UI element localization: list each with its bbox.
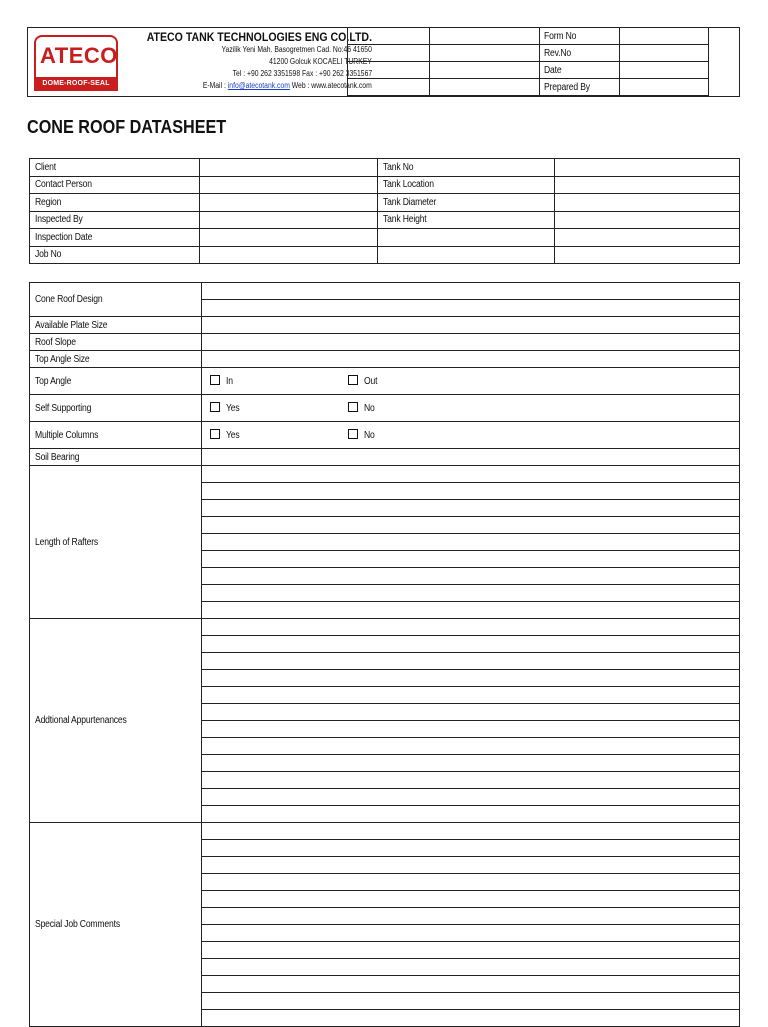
field-appurtenances-line[interactable]: [202, 721, 740, 738]
field-appurtenances-line[interactable]: [202, 789, 740, 806]
checkbox-icon[interactable]: [348, 375, 358, 385]
field-job-no[interactable]: [199, 246, 377, 264]
label-special-job-comments: Special Job Comments: [30, 823, 202, 1027]
meta-blank-cell[interactable]: [430, 62, 540, 79]
address-line-1: Yazilik Yeni Mah. Basogretmen Cad. No:46 41650: [221, 45, 372, 54]
field-region[interactable]: [199, 194, 377, 212]
field-appurtenances-line[interactable]: [202, 806, 740, 823]
multiple-columns-no-option[interactable]: No: [348, 429, 376, 441]
meta-value-form-no[interactable]: [620, 28, 709, 45]
field-comments-line[interactable]: [202, 891, 740, 908]
label-tank-diameter: Tank Diameter: [377, 194, 555, 212]
field-rafters-line[interactable]: [202, 534, 740, 551]
page-title: CONE ROOF DATASHEET: [27, 117, 227, 137]
phone-fax-line: Tel : +90 262 3351598 Fax : +90 262 3351567: [232, 69, 372, 78]
field-rafters-line[interactable]: [202, 517, 740, 534]
meta-blank-cell[interactable]: [348, 28, 430, 45]
multiple-columns-yes-option[interactable]: Yes: [210, 429, 242, 441]
checkbox-icon[interactable]: [210, 402, 220, 412]
field-comments-line[interactable]: [202, 925, 740, 942]
field-appurtenances-line[interactable]: [202, 636, 740, 653]
checkbox-icon[interactable]: [210, 375, 220, 385]
address-line-2: 41200 Golcuk KOCAELI TURKEY: [269, 57, 372, 66]
meta-label-prepared-by: Prepared By: [540, 79, 620, 96]
field-appurtenances-line[interactable]: [202, 619, 740, 636]
field-rafters-line[interactable]: [202, 551, 740, 568]
top-angle-in-option[interactable]: In: [210, 375, 234, 387]
label-roof-slope: Roof Slope: [30, 334, 202, 351]
checkbox-icon[interactable]: [348, 402, 358, 412]
blank-label-cell: [377, 229, 555, 247]
label-inspected-by: Inspected By: [30, 211, 200, 229]
field-appurtenances-line[interactable]: [202, 653, 740, 670]
company-info: [146, 28, 372, 96]
label-region: Region: [30, 194, 200, 212]
top-angle-out-option[interactable]: Out: [348, 375, 380, 387]
label-inspection-date: Inspection Date: [30, 229, 200, 247]
meta-blank-cell[interactable]: [348, 45, 430, 62]
field-roof-slope[interactable]: [202, 334, 740, 351]
field-cone-roof-design-1[interactable]: [202, 283, 740, 300]
field-tank-diameter[interactable]: [555, 194, 740, 212]
field-rafters-line[interactable]: [202, 585, 740, 602]
field-tank-height[interactable]: [555, 211, 740, 229]
field-top-angle-size[interactable]: [202, 351, 740, 368]
field-comments-line[interactable]: [202, 908, 740, 925]
meta-blank-cell[interactable]: [430, 79, 540, 96]
field-comments-line[interactable]: [202, 942, 740, 959]
field-inspection-date[interactable]: [199, 229, 377, 247]
self-supporting-yes-option[interactable]: Yes: [210, 402, 242, 414]
blank-value-cell[interactable]: [555, 229, 740, 247]
checkbox-icon[interactable]: [348, 429, 358, 439]
field-comments-line[interactable]: [202, 857, 740, 874]
meta-blank-cell[interactable]: [430, 45, 540, 62]
field-cone-roof-design-2[interactable]: [202, 300, 740, 317]
meta-label-date: Date: [540, 62, 620, 79]
label-top-angle: Top Angle: [30, 368, 202, 395]
label-cone-roof-design: Cone Roof Design: [30, 283, 202, 317]
field-comments-line[interactable]: [202, 840, 740, 857]
field-contact-person[interactable]: [199, 176, 377, 194]
label-additional-appurtenances: Addtional Appurtenances: [30, 619, 202, 823]
meta-blank-cell[interactable]: [348, 79, 430, 96]
meta-blank-cell[interactable]: [430, 28, 540, 45]
field-available-plate-size[interactable]: [202, 317, 740, 334]
form-meta-table: [347, 27, 709, 96]
field-soil-bearing[interactable]: [202, 449, 740, 466]
field-comments-line[interactable]: [202, 959, 740, 976]
meta-blank-cell[interactable]: [348, 62, 430, 79]
label-multiple-columns: Multiple Columns: [30, 422, 202, 449]
field-client[interactable]: [199, 159, 377, 177]
field-rafters-line[interactable]: [202, 568, 740, 585]
field-appurtenances-line[interactable]: [202, 670, 740, 687]
logo-tagline: DOME-ROOF-SEAL: [34, 77, 118, 91]
label-length-of-rafters: Length of Rafters: [30, 466, 202, 619]
blank-value-cell[interactable]: [555, 246, 740, 264]
field-comments-line[interactable]: [202, 993, 740, 1010]
label-client: Client: [30, 159, 200, 177]
field-tank-no[interactable]: [555, 159, 740, 177]
field-comments-line[interactable]: [202, 976, 740, 993]
company-logo: [28, 28, 158, 96]
field-rafters-line[interactable]: [202, 500, 740, 517]
label-self-supporting: Self Supporting: [30, 395, 202, 422]
design-table: [29, 282, 740, 1027]
checkbox-icon[interactable]: [210, 429, 220, 439]
label-contact-person: Contact Person: [30, 176, 200, 194]
field-rafters-line[interactable]: [202, 602, 740, 619]
label-job-no: Job No: [30, 246, 200, 264]
field-comments-line[interactable]: [202, 874, 740, 891]
field-rafters-line[interactable]: [202, 466, 740, 483]
meta-value-date[interactable]: [620, 62, 709, 79]
label-top-angle-size: Top Angle Size: [30, 351, 202, 368]
company-name: ATECO TANK TECHNOLOGIES ENG CO.LTD.: [146, 30, 372, 44]
label-tank-height: Tank Height: [377, 211, 555, 229]
label-soil-bearing: Soil Bearing: [30, 449, 202, 466]
email-link[interactable]: info@atecotank.com: [228, 81, 291, 90]
field-appurtenances-line[interactable]: [202, 687, 740, 704]
field-rafters-line[interactable]: [202, 483, 740, 500]
field-appurtenances-line[interactable]: [202, 755, 740, 772]
meta-label-rev-no: Rev.No: [540, 45, 620, 62]
label-tank-no: Tank No: [377, 159, 555, 177]
client-info-table: [29, 158, 740, 264]
meta-value-prepared-by[interactable]: [620, 79, 709, 96]
meta-label-form-no: Form No: [540, 28, 620, 45]
meta-value-rev-no[interactable]: [620, 45, 709, 62]
field-comments-line[interactable]: [202, 823, 740, 840]
logo-text: ATECO: [40, 43, 118, 68]
blank-label-cell: [377, 246, 555, 264]
field-appurtenances-line[interactable]: [202, 738, 740, 755]
field-tank-location[interactable]: [555, 176, 740, 194]
email-web-line: E-Mail : info@atecotank.com Web : www.atecotank.com: [203, 81, 372, 90]
self-supporting-no-option[interactable]: No: [348, 402, 376, 414]
field-appurtenances-line[interactable]: [202, 772, 740, 789]
label-available-plate-size: Available Plate Size: [30, 317, 202, 334]
field-inspected-by[interactable]: [199, 211, 377, 229]
document-header: [27, 27, 740, 97]
field-appurtenances-line[interactable]: [202, 704, 740, 721]
label-tank-location: Tank Location: [377, 176, 555, 194]
